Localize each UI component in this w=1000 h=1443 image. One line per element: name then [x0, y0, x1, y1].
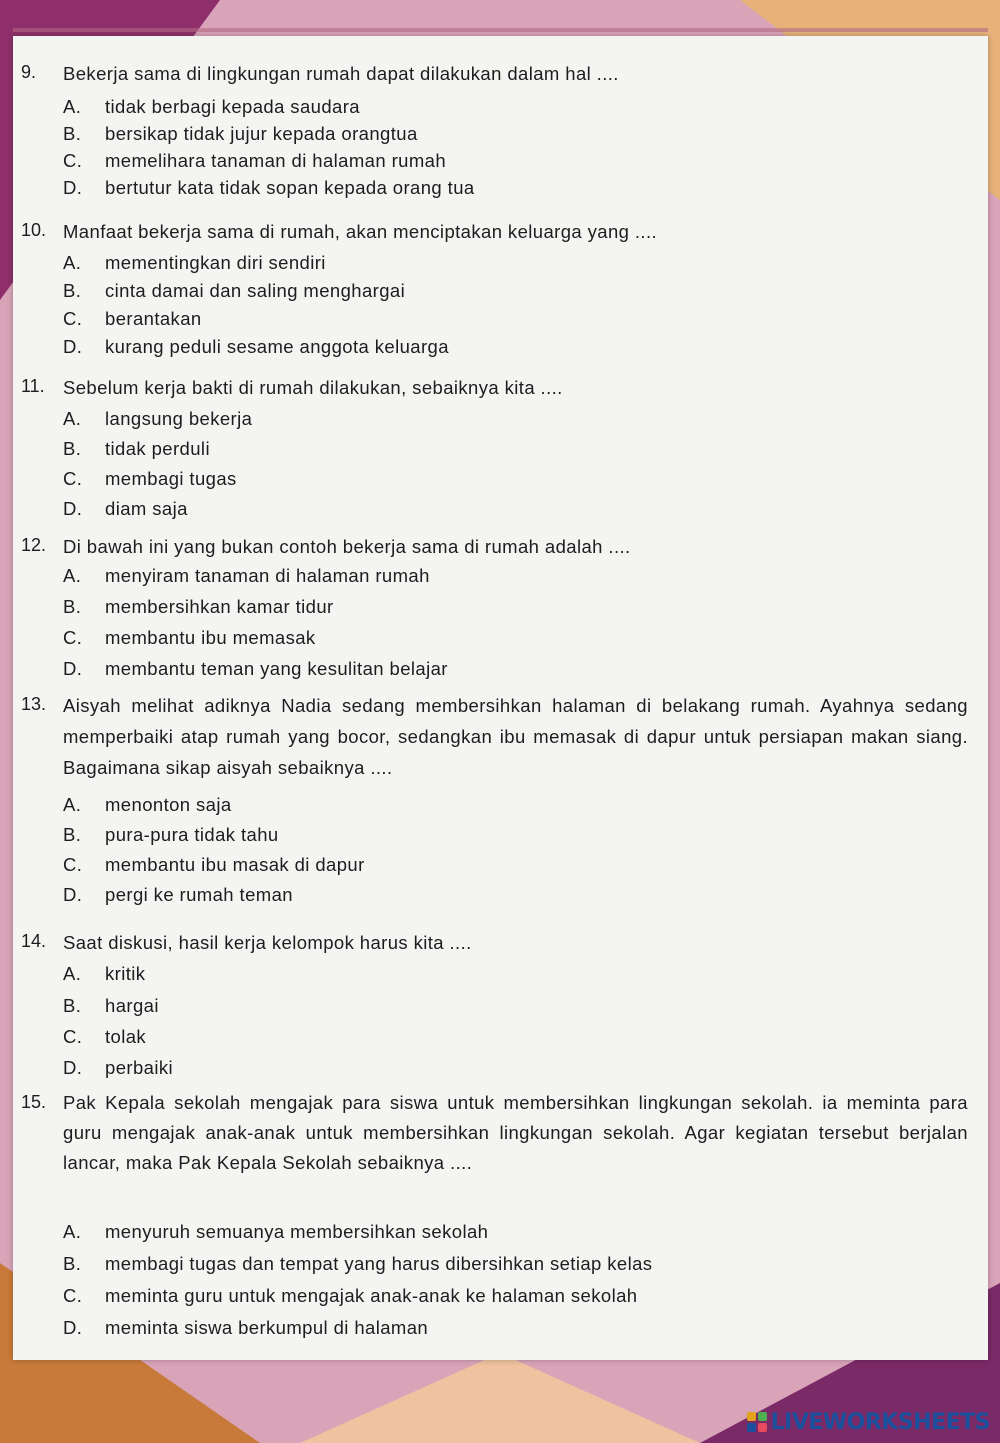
- question-number: 15.: [21, 1092, 47, 1112]
- option-text: tidak perduli: [105, 438, 210, 459]
- option-letter: D.: [63, 336, 83, 357]
- question-text: Saat diskusi, hasil kerja kelompok harus kita ....: [63, 932, 472, 953]
- option-a[interactable]: [63, 1221, 488, 1243]
- option-letter: C.: [63, 627, 83, 648]
- option-a[interactable]: [63, 96, 360, 118]
- option-c[interactable]: [63, 468, 237, 490]
- option-a[interactable]: [63, 565, 430, 587]
- option-b[interactable]: [63, 596, 334, 618]
- option-letter: C.: [63, 150, 83, 171]
- option-d[interactable]: [63, 658, 448, 680]
- option-d[interactable]: [63, 1317, 428, 1339]
- option-text: perbaiki: [105, 1057, 173, 1078]
- option-text: membagi tugas: [105, 468, 237, 489]
- liveworksheets-brand[interactable]: [747, 1409, 990, 1435]
- option-letter: C.: [63, 468, 83, 489]
- option-letter: A.: [63, 252, 82, 273]
- question-number: 13.: [21, 694, 47, 714]
- question-text: Sebelum kerja bakti di rumah dilakukan, sebaiknya kita ....: [63, 377, 563, 398]
- option-b[interactable]: [63, 438, 210, 460]
- option-c[interactable]: [63, 854, 365, 876]
- option-letter: B.: [63, 995, 82, 1016]
- option-letter: D.: [63, 658, 83, 679]
- option-text: menyiram tanaman di halaman rumah: [105, 565, 430, 586]
- option-text: pura-pura tidak tahu: [105, 824, 279, 845]
- option-d[interactable]: [63, 884, 293, 906]
- option-text: kritik: [105, 963, 146, 984]
- option-d[interactable]: [63, 1057, 173, 1079]
- option-text: menyuruh semuanya membersihkan sekolah: [105, 1221, 489, 1242]
- question-text: Manfaat bekerja sama di rumah, akan menciptakan keluarga yang ....: [63, 221, 658, 242]
- option-letter: D.: [63, 177, 83, 198]
- option-c[interactable]: [63, 1026, 146, 1048]
- option-letter: B.: [63, 824, 82, 845]
- option-text: cinta damai dan saling menghargai: [105, 280, 406, 301]
- option-c[interactable]: [63, 627, 316, 649]
- option-letter: B.: [63, 1253, 82, 1274]
- option-b[interactable]: [63, 123, 418, 145]
- question-text: Pak Kepala sekolah mengajak para siswa untuk membersihkan lingkungan sekolah. ia meminta para guru mengajak anak-anak untuk membersihkan lingkungan sekolah. Agar kegiatan tersebut berjalan lancar, maka Pak Kepala Sekolah sebaiknya ....: [63, 1092, 968, 1173]
- option-c[interactable]: [63, 1285, 637, 1307]
- option-letter: B.: [63, 123, 82, 144]
- option-a[interactable]: [63, 794, 232, 816]
- option-letter: B.: [63, 280, 82, 301]
- option-letter: D.: [63, 498, 83, 519]
- option-d[interactable]: [63, 336, 449, 358]
- question-number: 11.: [21, 376, 45, 396]
- option-text: tolak: [105, 1026, 147, 1047]
- option-a[interactable]: [63, 252, 326, 274]
- option-text: bersikap tidak jujur kepada orangtua: [105, 123, 418, 144]
- option-c[interactable]: [63, 150, 446, 172]
- option-letter: A.: [63, 565, 82, 586]
- option-text: meminta siswa berkumpul di halaman: [105, 1317, 429, 1338]
- option-letter: C.: [63, 1026, 83, 1047]
- option-d[interactable]: [63, 498, 188, 520]
- option-d[interactable]: [63, 177, 475, 199]
- option-text: mementingkan diri sendiri: [105, 252, 326, 273]
- option-text: menonton saja: [105, 794, 232, 815]
- option-letter: D.: [63, 1317, 83, 1338]
- option-text: membagi tugas dan tempat yang harus dibersihkan setiap kelas: [105, 1253, 653, 1274]
- question-number: 10.: [21, 220, 47, 240]
- option-text: membantu ibu memasak: [105, 627, 316, 648]
- option-text: pergi ke rumah teman: [105, 884, 293, 905]
- option-text: membersihkan kamar tidur: [105, 596, 334, 617]
- option-letter: C.: [63, 1285, 83, 1306]
- option-b[interactable]: [63, 995, 159, 1017]
- brand-name: LIVEWORKSHEETS: [770, 1409, 990, 1435]
- question-text: Bekerja sama di lingkungan rumah dapat dilakukan dalam hal ....: [63, 63, 619, 84]
- question-number: 12.: [21, 535, 47, 555]
- option-letter: B.: [63, 596, 82, 617]
- option-a[interactable]: [63, 408, 252, 430]
- option-text: tidak berbagi kepada saudara: [105, 96, 360, 117]
- option-text: diam saja: [105, 498, 188, 519]
- option-letter: D.: [63, 884, 83, 905]
- option-letter: A.: [63, 1221, 82, 1242]
- option-letter: A.: [63, 96, 82, 117]
- option-c[interactable]: [63, 308, 202, 330]
- option-b[interactable]: [63, 280, 405, 302]
- option-b[interactable]: [63, 824, 279, 846]
- option-letter: D.: [63, 1057, 83, 1078]
- option-text: berantakan: [105, 308, 202, 329]
- option-b[interactable]: [63, 1253, 652, 1275]
- option-text: bertutur kata tidak sopan kepada orang tua: [105, 177, 475, 198]
- question-number: 9.: [21, 62, 37, 82]
- liveworksheets-logo-icon: [747, 1412, 767, 1432]
- option-letter: A.: [63, 408, 82, 429]
- option-text: hargai: [105, 995, 159, 1016]
- option-letter: A.: [63, 963, 82, 984]
- option-text: kurang peduli sesame anggota keluarga: [105, 336, 449, 357]
- option-letter: B.: [63, 438, 82, 459]
- option-letter: C.: [63, 308, 83, 329]
- option-text: memelihara tanaman di halaman rumah: [105, 150, 447, 171]
- top-divider: [13, 28, 988, 32]
- option-text: meminta guru untuk mengajak anak-anak ke halaman sekolah: [105, 1285, 638, 1306]
- option-text: membantu ibu masak di dapur: [105, 854, 365, 875]
- option-text: langsung bekerja: [105, 408, 253, 429]
- question-number: 14.: [21, 931, 47, 951]
- option-letter: C.: [63, 854, 83, 875]
- option-text: membantu teman yang kesulitan belajar: [105, 658, 448, 679]
- question-text: Aisyah melihat adiknya Nadia sedang membersihkan halaman di belakang rumah. Ayahnya sedang memperbaiki atap rumah yang bocor, sedangkan ibu memasak di dapur untuk persiapan makan siang. Bagaimana sikap aisyah sebaiknya ....: [63, 695, 968, 778]
- option-a[interactable]: [63, 963, 145, 985]
- question-text: Di bawah ini yang bukan contoh bekerja sama di rumah adalah ....: [63, 536, 631, 557]
- option-letter: A.: [63, 794, 82, 815]
- worksheet-page: [13, 36, 988, 1360]
